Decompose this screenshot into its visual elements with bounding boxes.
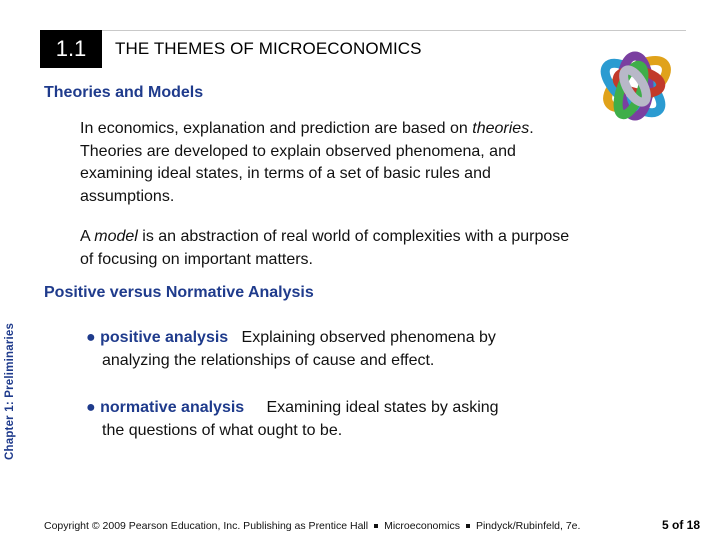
- footer-authors: Pindyck/Rubinfeld, 7e.: [475, 520, 581, 532]
- footer-course: Microeconomics: [384, 520, 460, 532]
- theories-paragraph: [80, 118, 570, 208]
- model-text-start: A: [80, 228, 95, 245]
- model-emphasis: model: [94, 228, 138, 245]
- positive-analysis-item: [86, 327, 606, 372]
- positive-analysis-definition: Explaining observed phenomena by: [241, 329, 496, 346]
- theories-heading: Theories and Models: [44, 84, 204, 101]
- footer: [44, 520, 580, 532]
- positive-analysis-continuation: analyzing the relationships of cause and effect.: [102, 351, 435, 369]
- bullet-icon: ●: [86, 399, 96, 416]
- model-paragraph: [80, 226, 570, 271]
- footer-separator-icon: [374, 524, 378, 528]
- bullet-icon: ●: [86, 329, 96, 346]
- footer-separator-icon: [466, 524, 470, 528]
- positive-analysis-line: [86, 327, 606, 350]
- positive-analysis-term: positive analysis: [100, 329, 229, 346]
- positive-normative-heading: Positive versus Normative Analysis: [44, 284, 314, 301]
- section-number-box: 1.1: [40, 30, 102, 68]
- normative-analysis-line: [86, 397, 606, 420]
- interlocking-rings-icon: [575, 26, 695, 146]
- theories-text-start: In economics, explanation and prediction are based on: [80, 120, 473, 137]
- section-title: THE THEMES OF MICROECONOMICS: [115, 39, 422, 58]
- theories-text-end: . Theories are developed to explain observed phenomena, and examining ideal states, in terms of a set of basic rules and assumptions.: [80, 120, 534, 205]
- normative-analysis-item: [86, 397, 606, 442]
- footer-copyright: Copyright © 2009 Pearson Education, Inc. Publishing as Prentice Hall: [44, 520, 369, 532]
- theories-emphasis: theories: [472, 120, 530, 137]
- normative-analysis-term: normative analysis: [100, 399, 245, 416]
- chapter-side-label: Chapter 1: Preliminaries: [4, 322, 16, 460]
- normative-analysis-continuation: the questions of what ought to be.: [102, 421, 343, 439]
- normative-analysis-definition: Examining ideal states by asking: [266, 399, 499, 416]
- model-text-end: is an abstraction of real world of complexities with a purpose of focusing on important matters.: [80, 228, 570, 268]
- page-number: 5 of 18: [662, 518, 701, 532]
